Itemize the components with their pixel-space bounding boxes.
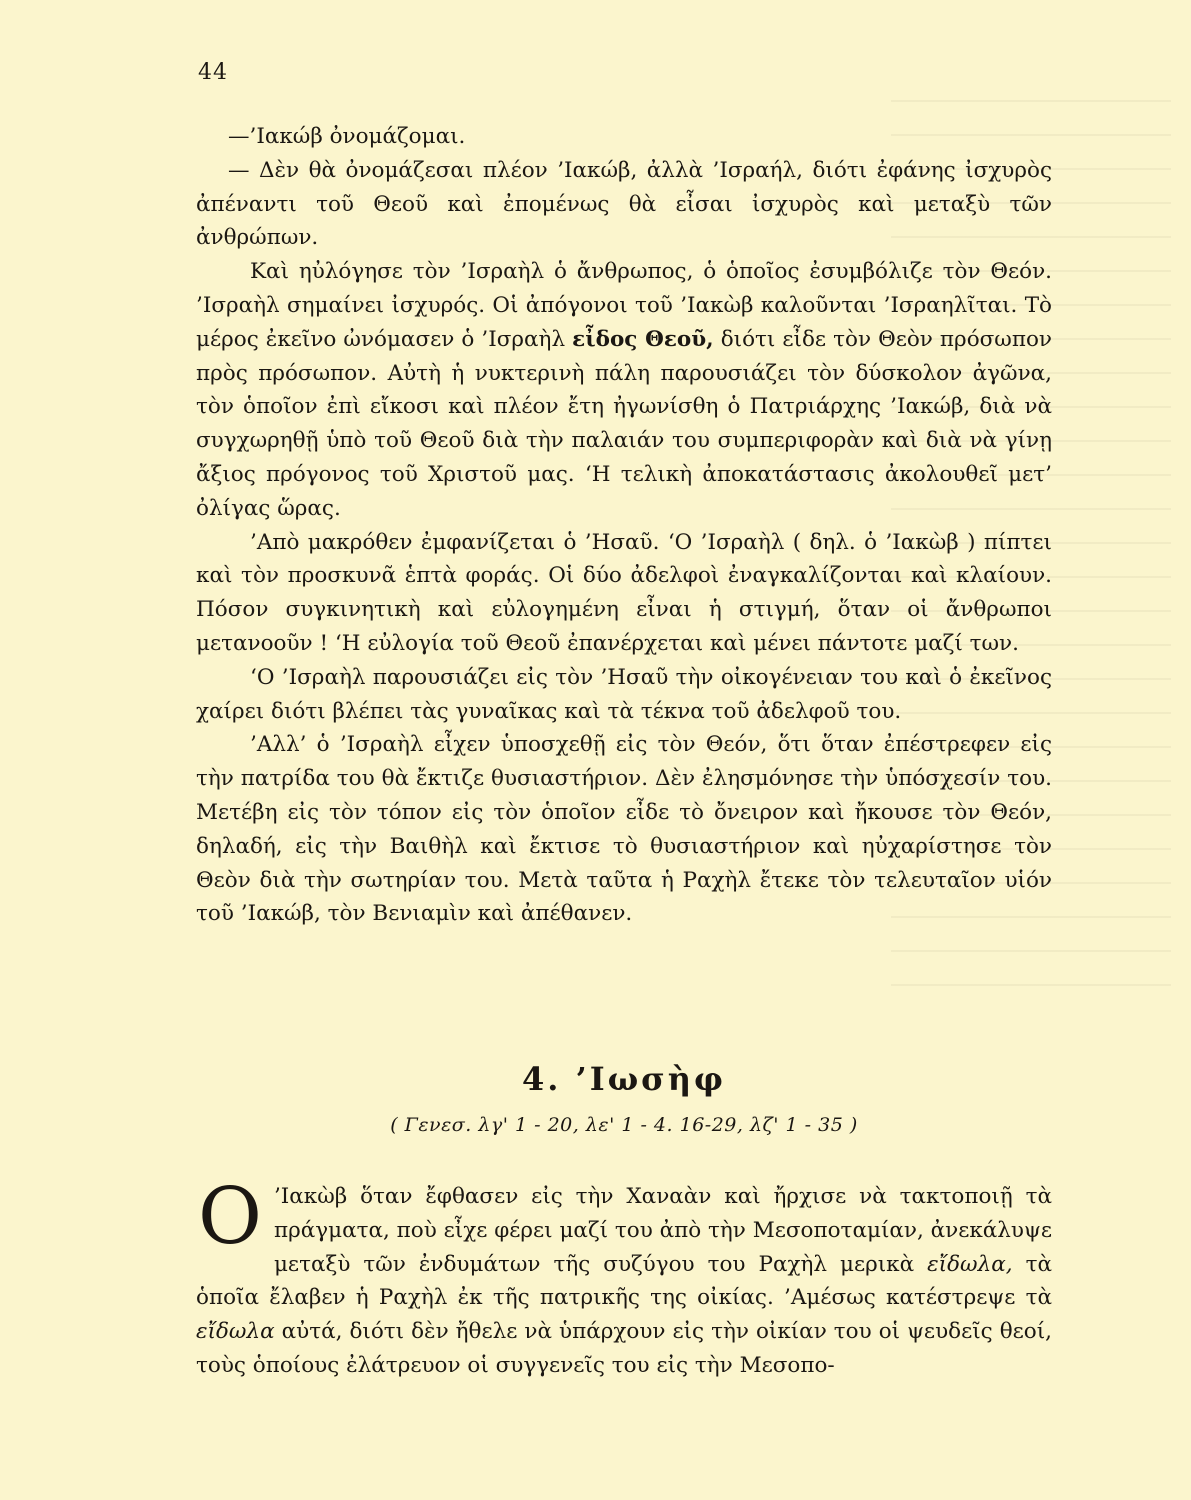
section-2-text	[196, 1172, 1053, 1383]
paragraph-blessing-text: Καὶ ηὐλόγησε τὸν ’Ισραὴλ ὁ ἄνθρωπος, ὁ ὁποῖος ἐσυμβόλιζε τὸν Θεόν. ’Ισραὴλ σημαίνει ἰσχυρός. Οἱ ἀπόγονοι τοῦ ’Ιακὼβ καλοῦνται ’Ισραηλῖται. Τὸ μέρος ἐκεῖνο ὠνόμασεν ὁ ’Ισραὴλ	[196, 259, 1052, 352]
drop-cap: Ο	[198, 1172, 262, 1262]
paragraph-esau: ’Απὸ μακρόθεν ἐμφανίζεται ὁ ’Ησαῦ. ‘Ο ’Ισραὴλ ( δηλ. ὁ ’Ιακὼβ ) πίπτει καὶ τὸν προσκυνᾶ ἑπτὰ φοράς. Οἱ δύο ἀδελφοὶ ἐναγκαλίζονται καὶ κλαίουν. Πόσον συγκινητικὴ καὶ εὐλογημένη εἶναι ἡ στιγμή, ὅταν οἱ ἄνθρωποι μετανοοῦν ! ‘Η εὐλογία τοῦ Θεοῦ ἐπανέρχεται καὶ μένει πάντοτε μαζί των.	[196, 529, 1052, 656]
italic-term-1: εἴδωλα,	[927, 1251, 1013, 1277]
paragraph-blessing-text-continued: διότι εἶδε τὸν Θεὸν πρόσωπον πρὸς πρόσωπον. Αὐτὴ ἡ νυκτερινὴ πάλη παρουσιάζει τὸν δύσκολον ἀγῶνα, τὸν ὁποῖον ἐπὶ εἴκοσι καὶ πλέον ἔτη ἠγωνίσθη ὁ Πατριάρχης ’Ιακώβ, διὰ νὰ συγχωρηθῇ ὑπὸ τοῦ Θεοῦ διὰ τὴν παλαιάν του συμπεριφορὰν καὶ διὰ νὰ γίνῃ ἄξιος πρόγονος τοῦ Χριστοῦ μας. ‘Η τελικὴ ἀποκατάστασις ἀκολουθεῖ μετ’ ὀλίγας ὥρας.	[196, 326, 1052, 521]
paragraph-family: ‘Ο ’Ισραὴλ παρουσιάζει εἰς τὸν ’Ησαῦ τὴν οἰκογένειαν του καὶ ὁ ἐκεῖνος χαίρει διότι βλέπει τὰς γυναῖκας καὶ τὰ τέκνα τοῦ ἀδελφοῦ του.	[196, 664, 1052, 724]
intro-text-3: αὐτά, διότι δὲν ἤθελε νὰ ὑπάρχουν εἰς τὴν οἰκίαν του οἱ ψευδεῖς θεοί, τοὺς ὁποίους ἐλάτρευον οἱ συγγενεῖς του εἰς τὴν Μεσοπο-	[196, 1319, 1052, 1378]
chapter-reference: ( Γενεσ. λγ' 1 - 20, λε' 1 - 4. 16-29, λζ' 1 - 35 )	[390, 1114, 858, 1136]
paragraph-altar: ’Αλλ’ ὁ ’Ισραὴλ εἶχεν ὑποσχεθῇ εἰς τὸν Θεόν, ὅτι ὅταν ἐπέστρεφεν εἰς τὴν πατρίδα του θὰ ἔκτιζε θυσιαστήριον. Δὲν ἐλησμόνησε τὴν ὑπόσχεσίν του. Μετέβη εἰς τὸν τόπον εἰς τὸν ὁποῖον εἶδε τὸ ὄνειρον καὶ ἤκουσε τὸν Θεόν, δηλαδή, εἰς τὴν Βαιθὴλ καὶ ἔκτισε τὸ θυσιαστήριον καὶ ηὐχαρίστησε τὸν Θεὸν διὰ τὴν σωτηρίαν του. Μετὰ ταῦτα ἡ Ραχὴλ ἔτεκε τὸν τελευταῖον υἱόν τοῦ ’Ιακώβ, τὸν Βενιαμὶν καὶ ἀπέθανεν.	[196, 732, 1052, 927]
section-1-text	[196, 120, 1052, 931]
paragraph-dialog-2: — Δὲν θὰ ὀνομάζεσαι πλέον ’Ιακώβ, ἀλλὰ ’Ισραήλ, διότι ἐφάνης ἰσχυρὸς ἀπέναντι τοῦ Θεοῦ καὶ ἐπομένως θὰ εἶσαι ἰσχυρὸς καὶ μεταξὺ τῶν ἀνθρώπων.	[196, 157, 1052, 251]
paragraph-joseph-intro	[196, 1172, 1053, 1383]
intro-text-1: ’Ιακὼβ ὅταν ἔφθασεν εἰς τὴν Χαναὰν καὶ ἤρχισε νὰ τακτοποιῇ τὰ πράγματα, ποὺ εἶχε φέρει μαζί του ἀπὸ τὴν Μεσοποταμίαν, ἀνεκάλυψε μεταξὺ τῶν ἐνδυμάτων τῆς συζύγου του Ραχὴλ μερικὰ	[273, 1184, 1053, 1277]
paragraph-blessing	[196, 255, 1052, 525]
chapter-heading: 4. ’Ιωσὴφ	[522, 1060, 726, 1098]
paragraph-dialog-1: —’Ιακώβ ὀνομάζομαι.	[228, 124, 466, 149]
page-number: 44	[198, 60, 228, 85]
bold-term: εἶδος Θεοῦ,	[572, 326, 714, 352]
intro-text-2: τὰ ὁποῖα ἔλαβεν ἡ Ραχὴλ ἐκ τῆς πατρικῆς της οἰκίας. ’Αμέσως κατέστρεψε τὰ	[196, 1251, 1052, 1311]
italic-term-2: εἴδωλα	[196, 1319, 275, 1345]
